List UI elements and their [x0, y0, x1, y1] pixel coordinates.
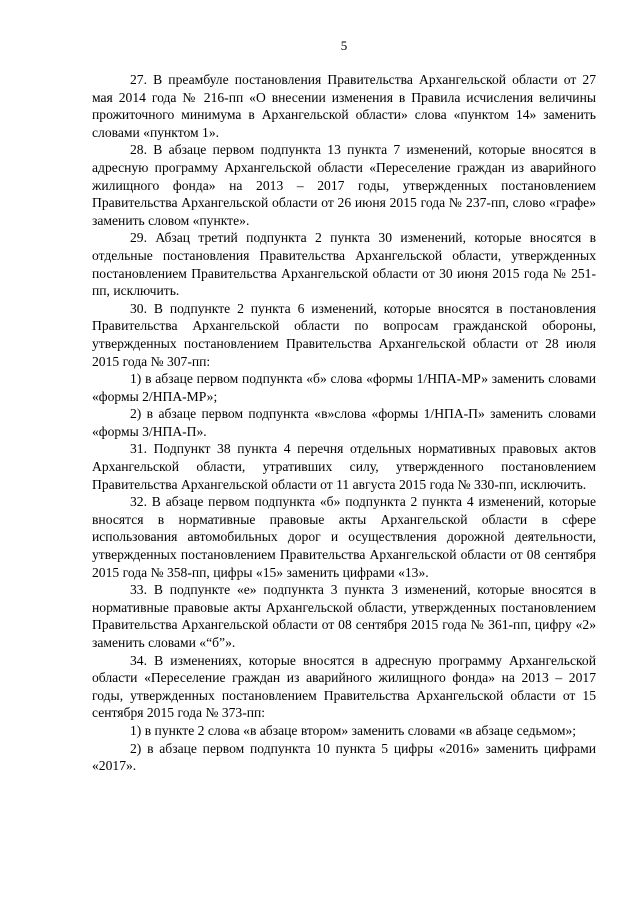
paragraph-33: 33. В подпункте «е» подпункта 3 пункта 3 изменений, которые вносятся в нормативные правовые акты Архангельской области, утвержденных постановлением Правительства Архангельской области от 08 сентября 2015 года № 361-пп, цифру «2» заменить словами «“б”».	[92, 582, 596, 650]
paragraph-27: 27. В преамбуле постановления Правительства Архангельской области от 27 мая 2014 года № 216-пп «О внесении изменения в Правила исчисления величины прожиточного минимума в Архангельской области» слова «пунктом 14» заменить словами «пунктом 1».	[92, 72, 596, 140]
paragraph-28: 28. В абзаце первом подпункта 13 пункта 7 изменений, которые вносятся в адресную программу Архангельской области «Переселение граждан из аварийного жилищного фонда» на 2013 – 2017 годы, утвержденных постановлением Правительства Архангельской области от 26 июня 2015 года № 237-пп, слово «графе» заменить словом «пункте».	[92, 142, 596, 228]
paragraph-30-item-2: 2) в абзаце первом подпункта «в»слова «формы 1/НПА-П» заменить словами «формы 3/НПА-П».	[92, 406, 596, 439]
paragraph-34-item-1: 1) в пункте 2 слова «в абзаце втором» заменить словами «в абзаце седьмом»;	[130, 722, 577, 738]
page-number: 5	[340, 38, 348, 53]
paragraph-30: 30. В подпункте 2 пункта 6 изменений, которые вносятся в постановления Правительства Архангельской области по вопросам гражданской обороны, утвержденных постановлением Правительства Архангельской области от 28 июля 2015 года № 307-пп:	[92, 300, 596, 369]
paragraph-32: 32. В абзаце первом подпункта «б» подпункта 2 пункта 4 изменений, которые вносятся в нормативные правовые акты Архангельской области в сфере использования автомобильных дорог и осуществления дорожной деятельности, утвержденных постановлением Правительства Архангельской области от 08 сентября 2015 года № 358-пп, цифры «15» заменить цифрами «13».	[92, 494, 596, 580]
paragraph-34-item-2: 2) в абзаце первом подпункта 10 пункта 5 цифры «2016» заменить цифрами «2017».	[92, 740, 596, 774]
paragraph-29: 29. Абзац третий подпункта 2 пункта 30 изменений, которые вносятся в отдельные постановления Правительства Архангельской области, утвержденных постановлением Правительства Архангельской области от 30 июня 2015 года № 251-пп, исключить.	[92, 230, 596, 299]
paragraph-30-item-1: 1) в абзаце первом подпункта «б» слова «формы 1/НПА-МР» заменить словами «формы 2/НПА-МР»;	[92, 371, 596, 404]
document-body	[92, 71, 596, 775]
paragraph-34: 34. В изменениях, которые вносятся в адресную программу Архангельской области «Переселение граждан из аварийного жилищного фонда» на 2013 – 2017 годы, утвержденных постановлением Правительства Архангельской области от 15 сентября 2015 года № 373-пп:	[92, 652, 596, 721]
paragraph-31: 31. Подпункт 38 пункта 4 перечня отдельных нормативных правовых актов Архангельской области, утративших силу, утвержденного постановлением Правительства Архангельской области от 11 августа 2015 года № 330-пп, исключить.	[92, 441, 596, 492]
